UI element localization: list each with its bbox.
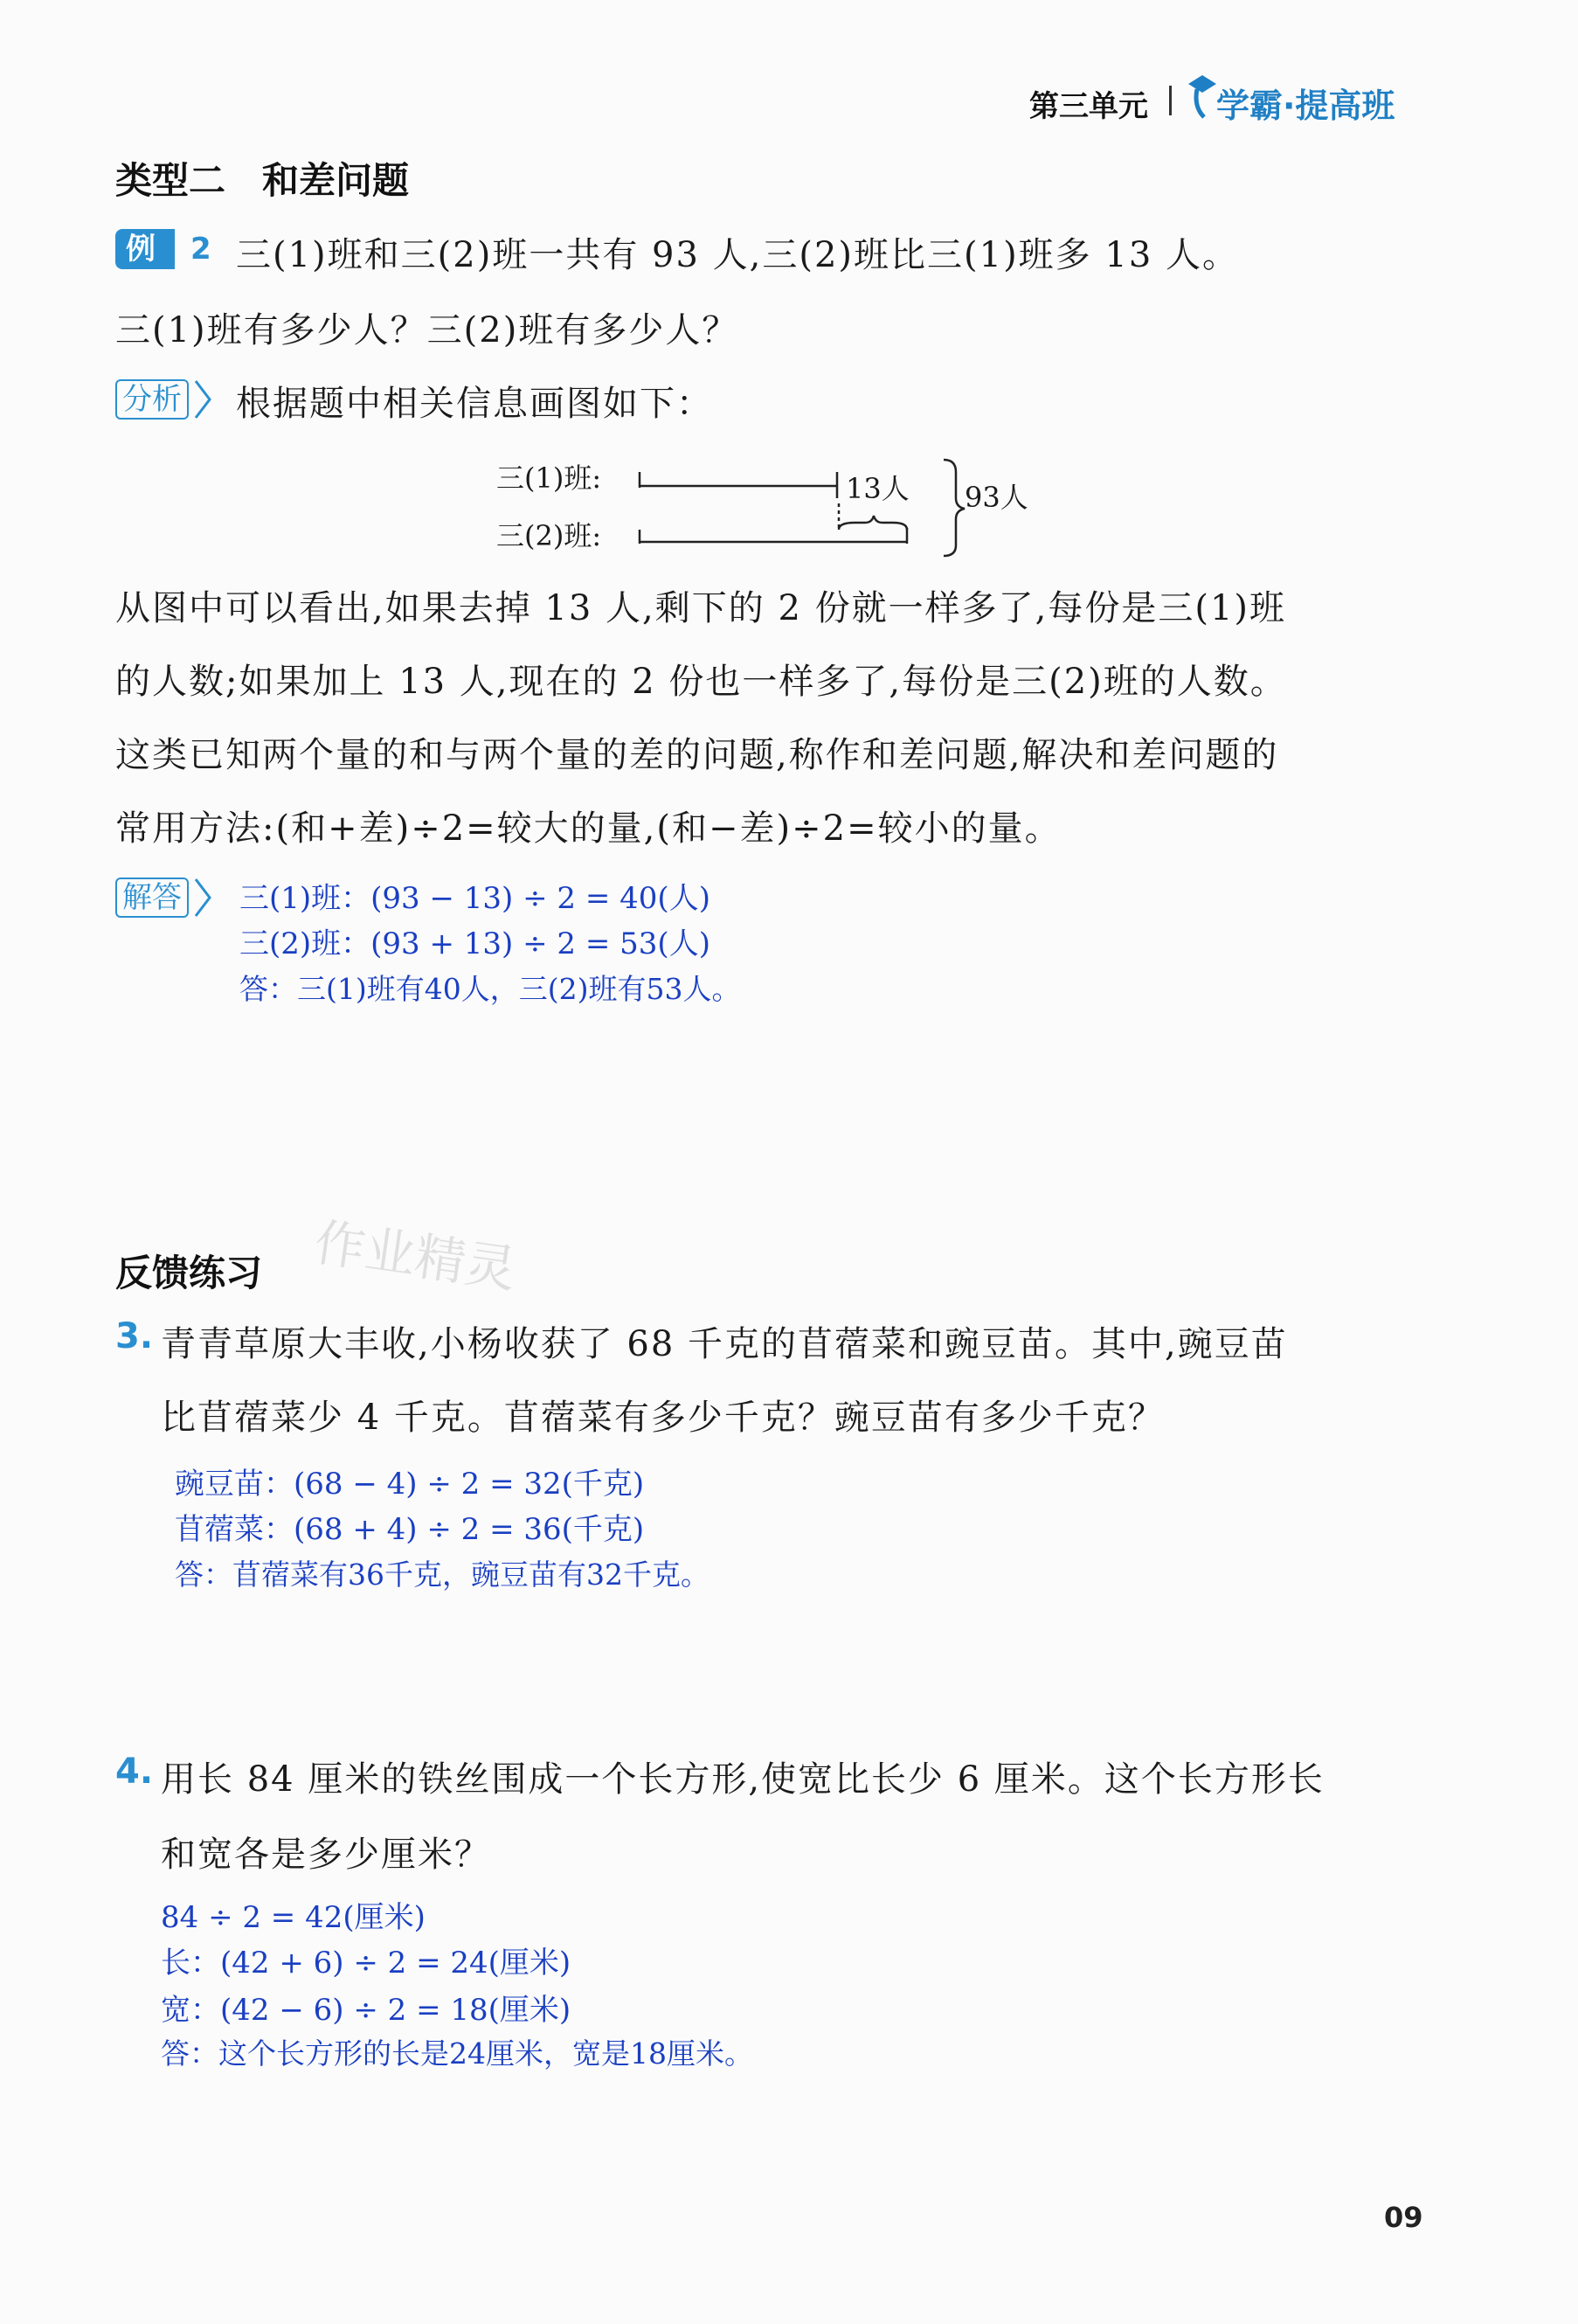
q4-answer-line2: 长：(42 + 6) ÷ 2 = 24(厘米) <box>161 1946 571 1981</box>
page-number: 09 <box>1384 2201 1423 2234</box>
solution-answer: 答：三(1)班有40人，三(2)班有53人。 <box>239 972 741 1006</box>
total-brace <box>944 460 965 556</box>
analysis-tag: 分析 <box>115 379 189 420</box>
diagram-row1-label: 三(1)班: <box>496 461 602 495</box>
unit-label: 第三单元 <box>1029 89 1148 124</box>
watermark: 作业精灵 <box>310 1212 520 1300</box>
q4-text-line2: 和宽各是多少厘米？ <box>161 1835 491 1875</box>
feedback-title: 反馈练习 <box>115 1252 263 1294</box>
analysis-chevron-icon <box>194 379 213 423</box>
analysis-para-line3: 这类已知两个量的和与两个量的差的问题,称作和差问题,解决和差问题的 <box>115 735 1279 775</box>
analysis-para-line1: 从图中可以看出,如果去掉 13 人,剩下的 2 份就一样多了,每份是三(1)班 <box>115 588 1287 628</box>
analysis-para-line4: 常用方法:(和+差)÷2=较大的量,(和−差)÷2=较小的量。 <box>115 808 1062 849</box>
q4-answer-line4: 答：这个长方形的长是24厘米，宽是18厘米。 <box>161 2036 753 2071</box>
q3-answer-line3: 答：苜蓿菜有36千克，豌豆苗有32千克。 <box>175 1557 709 1592</box>
solution-line1: 三(1)班：(93 − 13) ÷ 2 = 40(人) <box>239 881 710 916</box>
solution-tag: 解答 <box>115 878 189 918</box>
q3-number: 3. <box>115 1316 154 1356</box>
q4-number: 4. <box>115 1752 154 1792</box>
diagram-total-label: 93人 <box>965 481 1028 514</box>
q4-answer-line3: 宽：(42 − 6) ÷ 2 = 18(厘米) <box>161 1993 571 2028</box>
header-divider <box>1169 86 1172 115</box>
brand-logo-icon <box>1185 72 1220 124</box>
segment-diagram <box>636 454 968 563</box>
q4-answer-line1: 84 ÷ 2 = 42(厘米) <box>161 1900 426 1935</box>
diagram-row2-label: 三(2)班: <box>496 519 602 552</box>
solution-line2: 三(2)班：(93 + 13) ÷ 2 = 53(人) <box>239 926 710 961</box>
example-text-line1: 三(1)班和三(2)班一共有 93 人,三(2)班比三(1)班多 13 人。 <box>236 235 1240 275</box>
diagram-diff-label: 13人 <box>846 472 910 505</box>
analysis-para-line2: 的人数;如果加上 13 人,现在的 2 份也一样多了,每份是三(2)班的人数。 <box>115 662 1287 702</box>
section-title: 类型二 和差问题 <box>115 159 410 202</box>
q4-text-line1: 用长 84 厘米的铁丝围成一个长方形,使宽比长少 6 厘米。这个长方形长 <box>161 1759 1325 1800</box>
example-tag: 例 <box>115 229 175 269</box>
brand-title: 学霸·提高班 <box>1216 87 1395 125</box>
example-number: 2 <box>190 232 211 267</box>
q3-answer-line1: 豌豆苗：(68 − 4) ÷ 2 = 32(千克) <box>175 1467 645 1502</box>
q3-text-line2: 比苜蓿菜少 4 千克。苜蓿菜有多少千克？豌豆苗有多少千克？ <box>161 1398 1165 1438</box>
diff-brace <box>839 516 907 530</box>
q3-answer-line2: 苜蓿菜：(68 + 4) ÷ 2 = 36(千克) <box>175 1512 645 1547</box>
solution-chevron-icon <box>194 878 213 921</box>
q3-text-line1: 青青草原大丰收,小杨收获了 68 千克的苜蓿菜和豌豆苗。其中,豌豆苗 <box>161 1324 1288 1364</box>
example-text-line2: 三(1)班有多少人？三(2)班有多少人？ <box>115 310 739 350</box>
analysis-intro: 根据题中相关信息画图如下： <box>236 384 713 424</box>
